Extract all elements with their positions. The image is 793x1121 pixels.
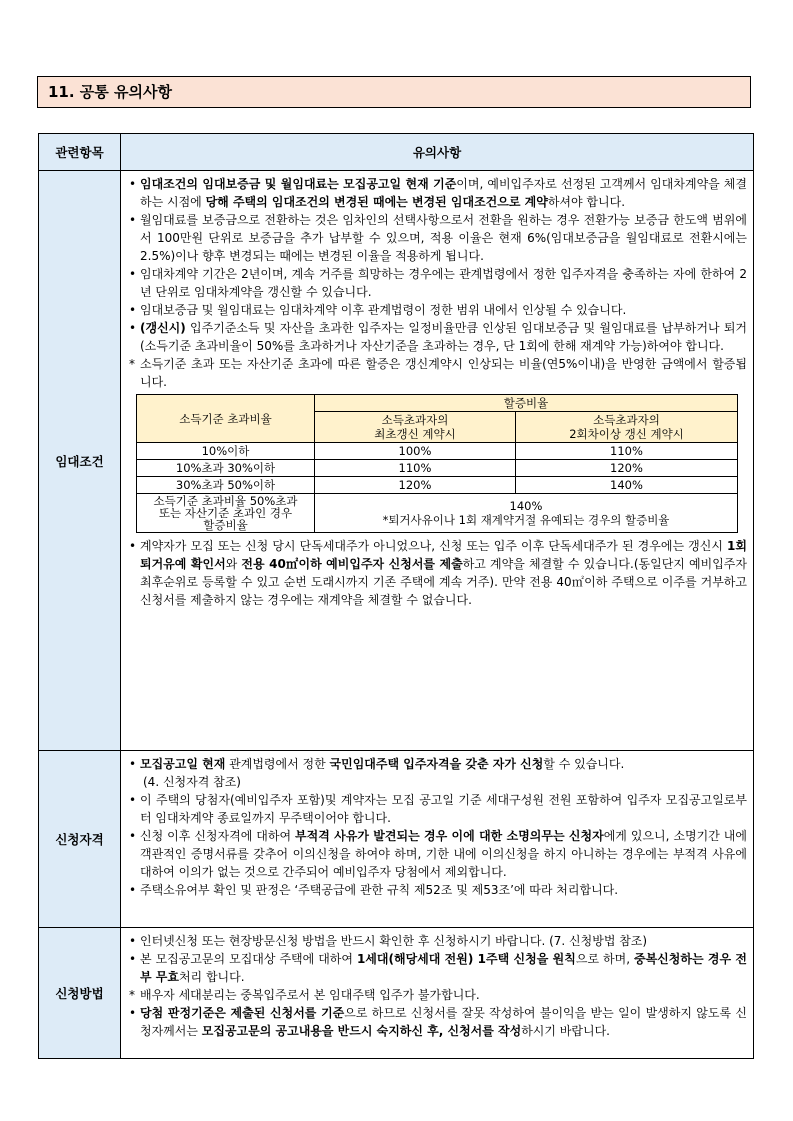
list-item [129, 265, 747, 301]
items-lease-before [129, 175, 747, 391]
bullet-marker: • [129, 1006, 137, 1020]
bullet-marker: • [129, 177, 137, 191]
bold-text: 모집공고일 현재 [140, 757, 226, 771]
surcharge-col-first-line1: 소득초과자의 [381, 413, 449, 427]
list-item-text [140, 355, 747, 391]
surcharge-last-note: *퇴거사유이나 1회 재계약거절 유예되는 경우의 할증비율 [382, 513, 670, 527]
asterisk-marker: * [129, 988, 135, 1002]
surcharge-row [137, 443, 738, 460]
surcharge-col-ratio: 소득기준 초과비율 [137, 395, 315, 443]
list-item [129, 932, 747, 950]
list-note [129, 355, 747, 391]
list-item [129, 881, 747, 899]
bold-text: 중복신청하는 경우 전부 무효 [140, 952, 748, 984]
surcharge-second: 120% [516, 460, 738, 477]
list-item-text [140, 950, 747, 986]
header-row [39, 134, 754, 171]
text-segment: 으로 하므로 신청서를 잘못 작성하여 불이익을 받는 일이 발생하지 않도록 신청자께서는 [140, 1006, 748, 1038]
row-eligibility [39, 751, 754, 928]
text-segment: 하셔야 합니다. [547, 195, 626, 209]
bullet-marker: • [129, 303, 137, 317]
asterisk-marker: * [129, 357, 135, 371]
list-item-text [140, 881, 747, 899]
surcharge-first: 100% [315, 443, 516, 460]
bold-text: 모집공고문의 공고내용을 반드시 숙지하신 후, 신청서를 작성 [201, 1024, 522, 1038]
content-application-method [121, 928, 754, 1059]
text-segment: 하고 계약을 체결할 수 있습니다.(동일단지 예비입주자 최후순위로 등록할 수 있고 순번 도래시까지 기존 주택에 계속 거주). 만약 전용 40㎡이하 주택으로 이주를 거부하고 신청서를 제출하지 않는 경우에는 재계약을 체결할 수 없습니다. [140, 557, 747, 607]
text-segment: 주택소유여부 확인 및 판정은 ‘주택공급에 관한 규칙 제52조 및 제53조’에 따라 처리합니다. [140, 883, 619, 897]
list-item-text [140, 319, 747, 355]
notice-table [38, 133, 754, 1059]
surcharge-last-value [315, 494, 738, 533]
surcharge-second: 140% [516, 477, 738, 494]
row-application-method [39, 928, 754, 1059]
category-eligibility: 신청자격 [39, 751, 121, 928]
list-item-text [140, 1004, 747, 1040]
bullet-marker: • [129, 952, 137, 966]
bold-text: 임대조건의 임대보증금 및 월임대료는 모집공고일 현재 기준 [140, 177, 457, 191]
category-application-method: 신청방법 [39, 928, 121, 1059]
list-item-text [140, 175, 747, 211]
text-segment: 월임대료를 보증금으로 전환하는 것은 임차인의 선택사항으로서 전환을 원하는 경우 전환가능 보증금 한도액 범위에서 100만원 단위로 보증금을 추가 납부할 수 있으며, 적용 이율은 현재 6%(임대보증금을 월임대료로 전환시에는 2.5%)이나 향후 변경되는 때에는 변경된 이율을 적용하게 됩니다. [140, 213, 747, 263]
bullet-marker: • [129, 267, 137, 281]
surcharge-col-second-line2: 2회차이상 갱신 계약시 [569, 427, 684, 441]
surcharge-row [137, 460, 738, 477]
text-segment: 소득기준 초과 또는 자산기준 초과에 따른 할증은 갱신계약시 인상되는 비율(연5%이내)을 반영한 금액에서 할증됩니다. [140, 357, 747, 389]
text-segment: 임대보증금 및 월임대료는 임대차계약 이후 관계법령이 정한 범위 내에서 인상될 수 있습니다. [140, 303, 627, 317]
text-segment: (4. 신청자격 참조) [143, 775, 241, 789]
bullet-marker: • [129, 757, 137, 771]
text-segment: 인터넷신청 또는 현장방문신청 방법을 반드시 확인한 후 신청하시기 바랍니다. (7. 신청방법 참조) [140, 934, 648, 948]
bullet-marker: • [129, 321, 137, 335]
surcharge-last-value-text: 140% [509, 499, 543, 513]
list-item-text [140, 755, 747, 773]
list-note [129, 773, 747, 791]
items-lease-after [129, 537, 747, 609]
category-lease-conditions: 임대조건 [39, 171, 121, 751]
bullet-marker: • [129, 883, 137, 897]
surcharge-row-last [137, 494, 738, 533]
surcharge-header-row [137, 395, 738, 412]
text-segment: 신청 이후 신청자격에 대하여 [140, 829, 296, 843]
list-item [129, 950, 747, 986]
text-segment: 관계법령에서 정한 [225, 757, 330, 771]
surcharge-first: 110% [315, 460, 516, 477]
bullet-marker: • [129, 539, 137, 553]
text-segment: 계약자가 모집 또는 신청 당시 단독세대주가 아니었으나, 신청 또는 입주 이후 단독세대주가 된 경우에는 갱신시 [140, 539, 728, 553]
surcharge-last-label-line1: 소득기준 초과비율 50%초과 [153, 494, 298, 508]
surcharge-col-second-line1: 소득초과자의 [593, 413, 660, 427]
text-segment: 입주기준소득 및 자산을 초과한 입주자는 일정비율만큼 인상된 임대보증금 및 월임대료를 납부하거나 퇴거(소득기준 초과비율이 50%를 초과하거나 자산기준을 초과하는 경우, 단 1회에 한해 재계약 가능)하여야 합니다. [140, 321, 747, 353]
bold-text: (갱신시) [140, 321, 186, 335]
list-item [129, 827, 747, 881]
items-application-method [129, 932, 747, 1040]
surcharge-col-first [315, 412, 516, 443]
list-item-text [140, 791, 747, 827]
bold-text: 전용 40㎡이하 예비입주자 신청서를 제출 [241, 557, 463, 571]
surcharge-second: 110% [516, 443, 738, 460]
bold-text: 부적격 사유가 발견되는 경우 이에 대한 소명의무는 신청자 [295, 829, 604, 843]
text-segment: 임대차계약 기간은 2년이며, 계속 거주를 희망하는 경우에는 관계법령에서 정한 입주자격을 충족하는 자에 한하여 2년 단위로 임대차계약을 갱신할 수 있습니다. [140, 267, 747, 299]
content-lease-conditions [121, 171, 754, 751]
list-item-text [143, 773, 747, 791]
surcharge-last-label-line2: 또는 자산기준 초과인 경우 [158, 506, 293, 520]
list-item [129, 1004, 747, 1040]
section-title: 11. 공통 유의사항 [37, 76, 751, 108]
list-item-text [140, 986, 747, 1004]
bold-text: 국민임대주택 입주자격을 갖춘 자가 신청 [329, 757, 544, 771]
list-item-text [140, 301, 747, 319]
list-note [129, 986, 747, 1004]
list-item [129, 791, 747, 827]
surcharge-first: 120% [315, 477, 516, 494]
text-segment: 배우자 세대분리는 중복입주로서 본 임대주택 입주가 불가합니다. [140, 988, 480, 1002]
bold-text: 당첨 판정기준은 제출된 신청서를 기준 [140, 1006, 345, 1020]
list-item [129, 175, 747, 211]
list-item [129, 537, 747, 609]
surcharge-col-second [516, 412, 738, 443]
text-segment: 으로 하며, [575, 952, 634, 966]
text-segment: 에게 있으니, 소명기간 내에 객관적인 증명서류를 갖추어 이의신청을 하여야 하며, 기한 내에 이의신청을 하지 아니하는 경우에는 부적격 사유에 대하여 이의가 없는 것으로 간주되어 예비입주자 당첨에서 제외합니다. [140, 829, 747, 879]
list-item-text [140, 932, 747, 950]
text-segment: 할 수 있습니다. [543, 757, 625, 771]
bullet-marker: • [129, 793, 137, 807]
text-segment: 하시기 바랍니다. [521, 1024, 610, 1038]
surcharge-last-label-line3: 할증비율 [203, 518, 248, 532]
text-segment: 이 주택의 당첨자(예비입주자 포함)및 계약자는 모집 공고일 기준 세대구성원 전원 포함하여 입주자 모집공고일로부터 임대차계약 종료일까지 무주택이어야 합니다. [140, 793, 747, 825]
surcharge-ratio: 30%초과 50%이하 [137, 477, 315, 494]
items-eligibility [129, 755, 747, 899]
bold-text: 1회 퇴거유예 확인서 [140, 539, 747, 571]
content-eligibility [121, 751, 754, 928]
bullet-marker: • [129, 829, 137, 843]
list-item [129, 211, 747, 265]
list-item-text [140, 211, 747, 265]
bold-text: 당해 주택의 임대조건의 변경된 때에는 변경된 임대조건으로 계약 [205, 195, 548, 209]
surcharge-group-header: 할증비율 [315, 395, 738, 412]
text-segment: 와 [225, 557, 242, 571]
list-item-text [140, 265, 747, 301]
surcharge-table [136, 394, 738, 533]
row-lease-conditions [39, 171, 754, 751]
surcharge-ratio: 10%초과 30%이하 [137, 460, 315, 477]
text-segment: 처리 합니다. [178, 970, 245, 984]
bold-text: 1세대(해당세대 전원) 1주택 신청을 원칙 [356, 952, 576, 966]
list-item [129, 319, 747, 355]
surcharge-row [137, 477, 738, 494]
surcharge-last-label [137, 494, 315, 533]
bullet-marker: • [129, 213, 137, 227]
surcharge-col-first-line2: 최초갱신 계약시 [374, 427, 456, 441]
list-item [129, 755, 747, 773]
list-item-text [140, 827, 747, 881]
text-segment: 본 모집공고문의 모집대상 주택에 대하여 [140, 952, 357, 966]
bullet-marker: • [129, 934, 137, 948]
header-notes: 유의사항 [121, 134, 754, 171]
text-segment: 이며, 예비입주자로 선정된 고객께서 임대차계약을 체결하는 시점에 [140, 177, 747, 209]
list-item-text [140, 537, 747, 609]
surcharge-ratio: 10%이하 [137, 443, 315, 460]
list-item [129, 301, 747, 319]
header-related-item: 관련항목 [39, 134, 121, 171]
